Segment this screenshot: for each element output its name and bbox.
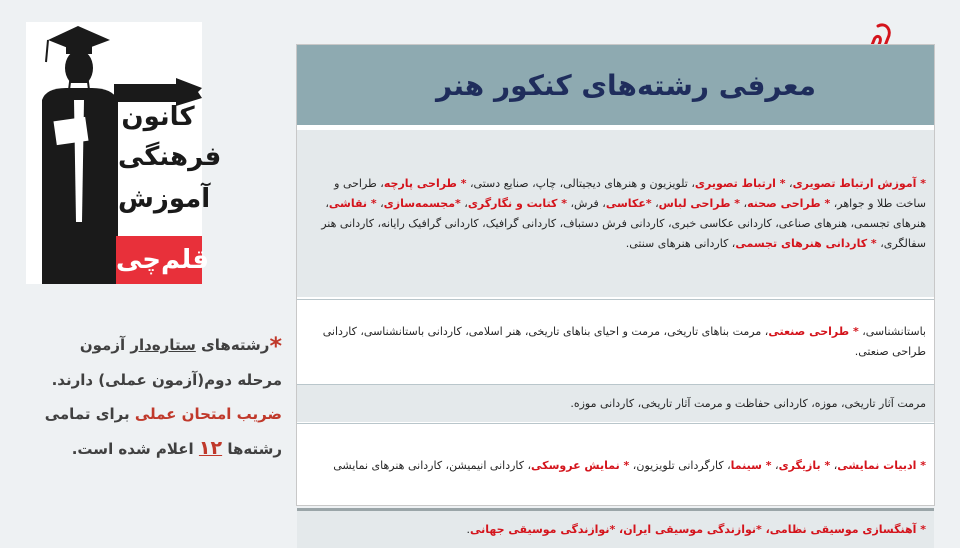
note-text-7: اعلام شده است.	[71, 440, 199, 458]
row-3-text: مرمت آثار تاریخی، موزه، کاردانی حفاظت و مرمت آثار تاریخی، کاردانی موزه.	[570, 396, 926, 410]
row-1-text	[305, 174, 926, 254]
row-2-text	[305, 322, 926, 362]
note-starred-word: ستاره‌دار	[130, 336, 196, 354]
separator: ،	[830, 458, 838, 472]
starred-field: * طراحی پارچه	[383, 176, 467, 190]
separator: ،	[376, 196, 384, 210]
field-list: ، کاردانی هنرهای سنتی.	[625, 236, 736, 250]
table-header	[297, 45, 934, 125]
logo-line-4: قلم‌چی	[116, 236, 202, 284]
ghalamchi-logo	[26, 22, 222, 284]
logo-line-1: کانون	[121, 102, 195, 132]
table-row	[297, 299, 934, 383]
starred-field: * سینما	[730, 458, 772, 472]
starred-field: * طراحی صحنه	[747, 196, 831, 210]
starred-field: * کاردانی هنرهای تجسمی	[735, 236, 877, 250]
starred-field: * ارتباط تصویری	[694, 176, 786, 190]
logo-line-3: آموزش	[118, 184, 211, 214]
starred-field: * نقاشی	[328, 196, 377, 210]
separator: .	[466, 522, 471, 536]
starred-fields-note	[34, 328, 282, 466]
table-row	[297, 423, 934, 507]
note-text-3: آزمون مرحله دوم(آزمون عملی) دارند.	[51, 336, 282, 389]
field-list: ، کارگردانی تلویزیون،	[629, 458, 731, 472]
starred-field: * بازیگری	[778, 458, 831, 472]
starred-field: *نوازندگی موسیقی جهانی	[470, 522, 620, 536]
art-fields-table	[296, 44, 935, 536]
note-text-5: برای تمامی رشته‌ها	[44, 405, 282, 458]
table-row	[297, 127, 934, 297]
row-5-text	[305, 520, 926, 540]
field-list: ، مرمت بناهای تاریخی، مرمت و احیای بناهای تاریخی، هنر اسلامی، کاردانی باستانشناسی، کاردانی طراحی صنعتی.	[322, 324, 926, 358]
starred-field: * طراحی صنعتی	[768, 324, 859, 338]
logo-line-2: فرهنگی	[118, 142, 222, 172]
note-text-1: رشته‌های	[195, 336, 270, 354]
starred-field: * آموزش ارتباط تصویری	[792, 176, 926, 190]
starred-field: *عکاسی	[605, 196, 652, 210]
note-coefficient-number: ۱۲	[198, 437, 223, 459]
separator: ،	[771, 458, 779, 472]
field-list: ، تلویزیون و هنرهای دیجیتالی، چاپ، صنایع دستی،	[466, 176, 695, 190]
starred-field: *نوازندگی موسیقی ایران،	[619, 522, 766, 536]
separator: ،	[740, 196, 748, 210]
separator: ،	[651, 196, 659, 210]
field-list: ، هنرهای تجسمی، هنرهای صناعی، کاردانی عکاسی خبری، کاردانی فرش دستباف، کاردانی گرافیک، کاردانی گرافیک رایانه، کاردانی هنر سفالگری،	[321, 196, 926, 250]
starred-field: * آهنگسازی موسیقی نظامی،	[765, 522, 926, 536]
row-4-text	[305, 456, 926, 476]
starred-field: * نمایش عروسکی	[531, 458, 630, 472]
note-practical-coefficient: ضریب امتحان عملی	[134, 405, 282, 423]
field-list: باستانشناسی،	[858, 324, 926, 338]
separator: ،	[460, 196, 468, 210]
table-row	[297, 384, 934, 422]
table-row	[297, 508, 934, 548]
field-list: ، فرش،	[567, 196, 606, 210]
starred-field: * ادبیات نمایشی	[837, 458, 926, 472]
starred-field: *مجسمه‌سازی	[383, 196, 461, 210]
field-list: ، طراحی و ساخت طلا و جواهر،	[334, 176, 926, 210]
table-title: معرفی رشته‌های کنکور هنر	[435, 68, 816, 102]
starred-field: * طراحی لباس	[658, 196, 741, 210]
starred-field: * کتابت و نگارگری	[467, 196, 567, 210]
separator: ،	[785, 176, 793, 190]
field-list: ، کاردانی انیمیشن، کاردانی هنرهای نمایشی	[333, 458, 532, 472]
star-icon: *	[269, 332, 282, 360]
